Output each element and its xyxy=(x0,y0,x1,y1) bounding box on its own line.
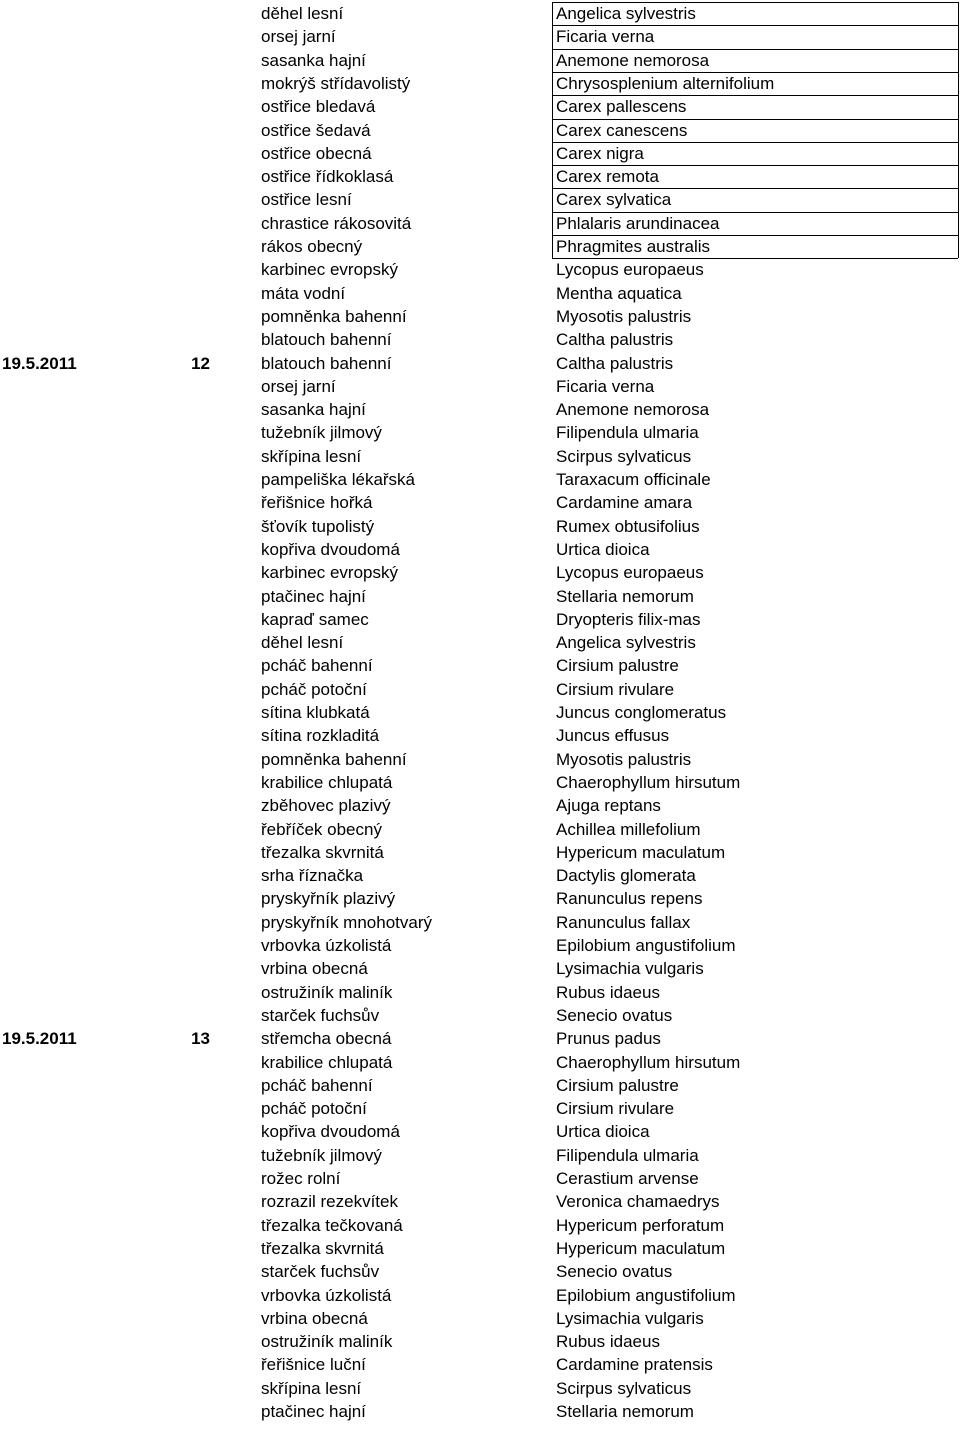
czech-name: ostřice šedavá xyxy=(261,120,371,140)
latin-name: Hypericum maculatum xyxy=(556,1238,726,1258)
latin-name: Angelica sylvestris xyxy=(556,4,696,23)
latin-name: Caltha palustris xyxy=(556,330,674,350)
czech-name: skřípina lesní xyxy=(261,1378,362,1398)
czech-name: máta vodní xyxy=(261,283,346,303)
czech-name: sítina rozkladitá xyxy=(261,726,380,746)
czech-name: sítina klubkatá xyxy=(261,703,370,722)
czech-name: blatouch bahenní xyxy=(261,353,392,373)
latin-name: Chrysosplenium alternifolium xyxy=(556,73,775,93)
czech-name: pcháč bahenní xyxy=(261,656,373,676)
latin-name: Lycopus europaeus xyxy=(556,260,704,280)
czech-name: děhel lesní xyxy=(261,4,344,23)
czech-name: pryskyřník mnohotvarý xyxy=(261,912,432,932)
latin-name: Carex remota xyxy=(556,167,659,187)
czech-name: pcháč potoční xyxy=(261,1099,367,1119)
latin-name: Chaerophyllum hirsutum xyxy=(556,1052,741,1072)
latin-name: Filipendula ulmaria xyxy=(556,1145,699,1165)
czech-name: orsej jarní xyxy=(261,376,336,396)
table-gridline xyxy=(552,119,958,120)
czech-name: starček fuchsův xyxy=(261,1005,380,1025)
czech-name: mokrýš střídavolistý xyxy=(261,73,411,93)
latin-name: Scirpus sylvaticus xyxy=(556,446,692,466)
czech-name: pomněnka bahenní xyxy=(261,749,407,769)
czech-name: pomněnka bahenní xyxy=(261,306,407,326)
czech-name: zběhovec plazivý xyxy=(261,796,391,816)
latin-name: Carex canescens xyxy=(556,120,688,140)
table-gridline xyxy=(552,165,958,166)
czech-name: řeřišnice luční xyxy=(261,1355,366,1375)
table-gridline xyxy=(552,95,958,96)
czech-name: vrbovka úzkolistá xyxy=(261,1285,392,1305)
latin-name: Urtica dioica xyxy=(556,1122,650,1142)
latin-name: Stellaria nemorum xyxy=(556,586,694,606)
latin-name: Dactylis glomerata xyxy=(556,866,696,886)
czech-name: tužebník jilmový xyxy=(261,423,382,443)
latin-name: Lysimachia vulgaris xyxy=(556,959,704,979)
latin-name: Cirsium palustre xyxy=(556,1075,679,1095)
czech-name: ostřice obecná xyxy=(261,143,372,163)
czech-name: ostružiník maliník xyxy=(261,982,393,1002)
czech-name: srha říznačka xyxy=(261,866,364,886)
record-date: 19.5.2011 xyxy=(2,353,77,373)
czech-name: karbinec evropský xyxy=(261,260,399,280)
latin-name: Hypericum perforatum xyxy=(556,1215,725,1235)
czech-name: střemcha obecná xyxy=(261,1029,392,1049)
czech-name: sasanka hajní xyxy=(261,50,366,70)
latin-name: Angelica sylvestris xyxy=(556,633,696,653)
latin-name: Filipendula ulmaria xyxy=(556,423,699,443)
czech-name: třezalka skvrnitá xyxy=(261,842,384,862)
latin-name: Carex nigra xyxy=(556,143,644,163)
czech-name: sasanka hajní xyxy=(261,400,366,420)
czech-name: kapraď samec xyxy=(261,609,369,629)
record-date: 19.5.2011 xyxy=(2,1029,77,1049)
latin-name: Stellaria nemorum xyxy=(556,1402,694,1421)
czech-name: řebříček obecný xyxy=(261,819,382,839)
latin-name: Chaerophyllum hirsutum xyxy=(556,772,741,792)
latin-name: Urtica dioica xyxy=(556,539,650,559)
czech-name: vrbina obecná xyxy=(261,959,368,979)
table-gridline xyxy=(552,72,958,73)
latin-name: Veronica chamaedrys xyxy=(556,1192,720,1212)
czech-name: starček fuchsův xyxy=(261,1262,380,1282)
czech-name: skřípina lesní xyxy=(261,446,362,466)
latin-name: Mentha aquatica xyxy=(556,283,682,303)
latin-name: Cardamine amara xyxy=(556,493,693,513)
table-gridline xyxy=(552,142,958,143)
czech-name: ostřice bledavá xyxy=(261,97,376,117)
table-gridline xyxy=(552,2,958,3)
latin-name: Anemone nemorosa xyxy=(556,400,710,420)
czech-name: ostružiník maliník xyxy=(261,1332,393,1352)
czech-name: krabilice chlupatá xyxy=(261,1052,393,1072)
latin-name: Cirsium rivulare xyxy=(556,679,675,699)
table-gridline xyxy=(552,235,958,236)
table-gridline xyxy=(552,25,958,26)
latin-name: Scirpus sylvaticus xyxy=(556,1378,692,1398)
latin-name: Caltha palustris xyxy=(556,353,674,373)
latin-name: Juncus effusus xyxy=(556,726,670,746)
latin-name: Taraxacum officinale xyxy=(556,470,711,489)
czech-name: vrbovka úzkolistá xyxy=(261,936,392,955)
czech-name: ostřice lesní xyxy=(261,190,352,210)
latin-name: Senecio ovatus xyxy=(556,1262,673,1282)
czech-name: pcháč potoční xyxy=(261,679,367,699)
table-gridline xyxy=(552,49,958,50)
record-number: 12 xyxy=(191,353,210,373)
czech-name: šťovík tupolistý xyxy=(261,516,375,536)
czech-name: rozrazil rezekvítek xyxy=(261,1192,398,1212)
latin-name: Cirsium rivulare xyxy=(556,1099,675,1119)
latin-name: Rubus idaeus xyxy=(556,982,660,1002)
latin-name: Epilobium angustifolium xyxy=(556,1285,736,1305)
czech-name: chrastice rákosovitá xyxy=(261,213,412,233)
latin-name: Myosotis palustris xyxy=(556,749,692,769)
latin-name: Ranunculus fallax xyxy=(556,912,691,932)
table-gridline xyxy=(552,2,553,258)
czech-name: ptačinec hajní xyxy=(261,586,366,606)
latin-name: Juncus conglomeratus xyxy=(556,703,727,722)
latin-name: Dryopteris filix-mas xyxy=(556,609,701,629)
czech-name: ostřice řídkoklasá xyxy=(261,167,394,187)
czech-name: rožec rolní xyxy=(261,1169,341,1188)
czech-name: karbinec evropský xyxy=(261,563,399,583)
table-gridline xyxy=(958,2,959,258)
latin-name: Phragmites australis xyxy=(556,237,711,256)
czech-name: třezalka tečkovaná xyxy=(261,1215,403,1235)
latin-name: Anemone nemorosa xyxy=(556,50,710,70)
czech-name: pryskyřník plazivý xyxy=(261,889,396,909)
latin-name: Ajuga reptans xyxy=(556,796,661,816)
latin-name: Achillea millefolium xyxy=(556,819,701,839)
czech-name: tužebník jilmový xyxy=(261,1145,382,1165)
latin-name: Phlalaris arundinacea xyxy=(556,213,720,233)
latin-name: Prunus padus xyxy=(556,1029,661,1049)
latin-name: Epilobium angustifolium xyxy=(556,936,736,955)
latin-name: Hypericum maculatum xyxy=(556,842,726,862)
latin-name: Cardamine pratensis xyxy=(556,1355,713,1375)
latin-name: Lycopus europaeus xyxy=(556,563,704,583)
latin-name: Carex sylvatica xyxy=(556,190,672,210)
latin-name: Lysimachia vulgaris xyxy=(556,1308,704,1328)
latin-name: Ficaria verna xyxy=(556,27,655,47)
latin-name: Rubus idaeus xyxy=(556,1332,660,1352)
latin-name: Ranunculus repens xyxy=(556,889,703,909)
latin-name: Rumex obtusifolius xyxy=(556,516,700,536)
table-gridline xyxy=(552,212,958,213)
latin-name: Ficaria verna xyxy=(556,376,655,396)
czech-name: rákos obecný xyxy=(261,237,363,256)
czech-name: pampeliška lékařská xyxy=(261,470,416,489)
record-number: 13 xyxy=(191,1029,210,1049)
czech-name: krabilice chlupatá xyxy=(261,772,393,792)
latin-name: Senecio ovatus xyxy=(556,1005,673,1025)
czech-name: orsej jarní xyxy=(261,27,336,47)
czech-name: děhel lesní xyxy=(261,633,344,653)
czech-name: blatouch bahenní xyxy=(261,330,392,350)
czech-name: pcháč bahenní xyxy=(261,1075,373,1095)
czech-name: ptačinec hajní xyxy=(261,1402,366,1421)
czech-name: třezalka skvrnitá xyxy=(261,1238,384,1258)
table-gridline xyxy=(552,258,958,259)
czech-name: řeřišnice hořká xyxy=(261,493,373,513)
czech-name: kopřiva dvoudomá xyxy=(261,539,400,559)
table-gridline xyxy=(552,188,958,189)
czech-name: kopřiva dvoudomá xyxy=(261,1122,400,1142)
latin-name: Myosotis palustris xyxy=(556,306,692,326)
latin-name: Cerastium arvense xyxy=(556,1169,699,1188)
latin-name: Carex pallescens xyxy=(556,97,687,117)
latin-name: Cirsium palustre xyxy=(556,656,679,676)
czech-name: vrbina obecná xyxy=(261,1308,368,1328)
